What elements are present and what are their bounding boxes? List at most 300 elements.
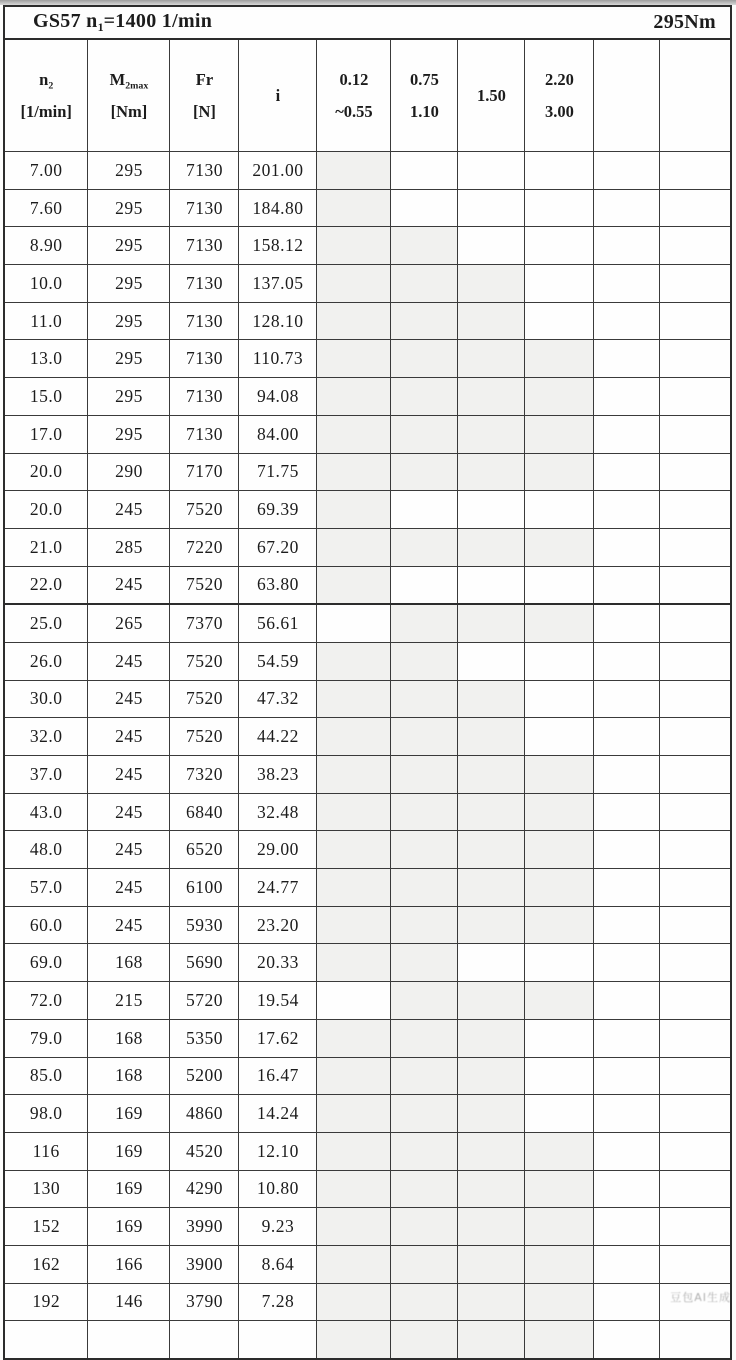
rating-cell-shaded bbox=[391, 415, 458, 453]
table-row bbox=[4, 1245, 731, 1283]
rating-cell-empty bbox=[660, 1132, 731, 1170]
table-row bbox=[4, 1283, 731, 1321]
cell-i: 56.61 bbox=[239, 604, 317, 642]
rating-cell-shaded bbox=[391, 869, 458, 907]
cell-n2: 26.0 bbox=[4, 642, 88, 680]
cell-fr: 7130 bbox=[170, 152, 239, 190]
rating-cell-empty bbox=[594, 1170, 660, 1208]
cell-i: 110.73 bbox=[239, 340, 317, 378]
rating-cell-shaded bbox=[317, 1170, 391, 1208]
rating-cell-shaded bbox=[317, 378, 391, 416]
rating-cell-shaded bbox=[458, 831, 525, 869]
rating-cell-empty bbox=[458, 152, 525, 190]
rating-cell-shaded bbox=[525, 793, 594, 831]
rating-cell-shaded bbox=[391, 1245, 458, 1283]
cell-i: 10.80 bbox=[239, 1170, 317, 1208]
cell-i: 67.20 bbox=[239, 528, 317, 566]
rating-cell-shaded bbox=[458, 982, 525, 1020]
column-header-p4: 2.20 3.00 bbox=[525, 39, 594, 152]
cell-m: 295 bbox=[88, 302, 170, 340]
rating-cell-empty bbox=[525, 189, 594, 227]
rating-cell-shaded bbox=[458, 1019, 525, 1057]
rating-cell-shaded bbox=[391, 265, 458, 303]
rating-cell-empty bbox=[594, 793, 660, 831]
table-row bbox=[4, 1170, 731, 1208]
cell-m: 168 bbox=[88, 1019, 170, 1057]
rating-cell-shaded bbox=[525, 831, 594, 869]
cell-n2 bbox=[4, 1321, 88, 1359]
rating-cell-empty bbox=[660, 491, 731, 529]
rating-cell-shaded bbox=[317, 1321, 391, 1359]
cell-i bbox=[239, 1321, 317, 1359]
rating-cell-shaded bbox=[317, 1095, 391, 1133]
cell-m: 295 bbox=[88, 152, 170, 190]
cell-n2: 162 bbox=[4, 1245, 88, 1283]
cell-i: 7.28 bbox=[239, 1283, 317, 1321]
rating-cell-shaded bbox=[391, 1057, 458, 1095]
cell-n2: 48.0 bbox=[4, 831, 88, 869]
rating-cell-shaded bbox=[317, 793, 391, 831]
cell-fr: 6840 bbox=[170, 793, 239, 831]
cell-fr: 7520 bbox=[170, 718, 239, 756]
rating-cell-shaded bbox=[317, 1208, 391, 1246]
header-row bbox=[4, 39, 731, 152]
table-row bbox=[4, 869, 731, 907]
cell-n2: 20.0 bbox=[4, 491, 88, 529]
rating-cell-shaded bbox=[317, 566, 391, 604]
cell-i: 19.54 bbox=[239, 982, 317, 1020]
rating-cell-empty bbox=[660, 1245, 731, 1283]
cell-m: 168 bbox=[88, 1057, 170, 1095]
rating-cell-empty bbox=[525, 491, 594, 529]
rating-cell-shaded bbox=[317, 189, 391, 227]
column-header-p3: 1.50 bbox=[458, 39, 525, 152]
rating-cell-shaded bbox=[525, 1283, 594, 1321]
column-header-n2: $n_2$ [1/min] bbox=[4, 39, 88, 152]
rating-cell-empty bbox=[660, 1321, 731, 1359]
rating-cell-empty bbox=[525, 1057, 594, 1095]
cell-n2: 17.0 bbox=[4, 415, 88, 453]
rating-cell-shaded bbox=[458, 1321, 525, 1359]
cell-m: 295 bbox=[88, 189, 170, 227]
rating-cell-empty bbox=[594, 1208, 660, 1246]
table-row bbox=[4, 227, 731, 265]
cell-n2: 21.0 bbox=[4, 528, 88, 566]
rating-cell-empty bbox=[660, 302, 731, 340]
cell-m: 166 bbox=[88, 1245, 170, 1283]
cell-i: 32.48 bbox=[239, 793, 317, 831]
rating-cell-empty bbox=[660, 152, 731, 190]
cell-fr: 5930 bbox=[170, 906, 239, 944]
cell-fr: 6520 bbox=[170, 831, 239, 869]
cell-m: 169 bbox=[88, 1170, 170, 1208]
rating-cell-shaded bbox=[391, 756, 458, 794]
rating-cell-empty bbox=[391, 152, 458, 190]
cell-fr: 5690 bbox=[170, 944, 239, 982]
rating-cell-shaded bbox=[525, 1208, 594, 1246]
rating-cell-empty bbox=[594, 642, 660, 680]
rating-cell-empty bbox=[458, 189, 525, 227]
cell-i: 158.12 bbox=[239, 227, 317, 265]
cell-m: 215 bbox=[88, 982, 170, 1020]
cell-n2: 98.0 bbox=[4, 1095, 88, 1133]
rating-cell-empty bbox=[594, 302, 660, 340]
rating-cell-shaded bbox=[458, 453, 525, 491]
cell-fr: 3990 bbox=[170, 1208, 239, 1246]
rating-cell-shaded bbox=[391, 604, 458, 642]
rating-cell-shaded bbox=[317, 491, 391, 529]
column-header-i: i bbox=[239, 39, 317, 152]
rating-cell-shaded bbox=[391, 378, 458, 416]
rating-cell-empty bbox=[594, 1132, 660, 1170]
cell-i: 47.32 bbox=[239, 680, 317, 718]
rating-cell-empty bbox=[660, 604, 731, 642]
table-row bbox=[4, 982, 731, 1020]
rating-cell-shaded bbox=[391, 1170, 458, 1208]
rating-cell-empty bbox=[594, 227, 660, 265]
rating-cell-shaded bbox=[391, 680, 458, 718]
table-row bbox=[4, 566, 731, 604]
rating-cell-shaded bbox=[525, 1132, 594, 1170]
table-row bbox=[4, 680, 731, 718]
table-row bbox=[4, 528, 731, 566]
rating-cell-shaded bbox=[317, 1245, 391, 1283]
table-row bbox=[4, 756, 731, 794]
cell-fr: 7520 bbox=[170, 566, 239, 604]
cell-m: 285 bbox=[88, 528, 170, 566]
rating-cell-empty bbox=[594, 680, 660, 718]
cell-i: 54.59 bbox=[239, 642, 317, 680]
cell-m: 168 bbox=[88, 944, 170, 982]
rating-cell-shaded bbox=[458, 1245, 525, 1283]
rating-cell-shaded bbox=[391, 1095, 458, 1133]
rating-cell-empty bbox=[660, 1057, 731, 1095]
cell-i: 24.77 bbox=[239, 869, 317, 907]
cell-fr: 3900 bbox=[170, 1245, 239, 1283]
cell-m: 245 bbox=[88, 680, 170, 718]
cell-n2: 69.0 bbox=[4, 944, 88, 982]
rating-cell-shaded bbox=[458, 756, 525, 794]
rating-cell-empty bbox=[660, 566, 731, 604]
rating-cell-empty bbox=[317, 982, 391, 1020]
rating-cell-empty bbox=[525, 944, 594, 982]
table-row bbox=[4, 340, 731, 378]
cell-i: 9.23 bbox=[239, 1208, 317, 1246]
rating-cell-empty bbox=[660, 793, 731, 831]
cell-m: 245 bbox=[88, 642, 170, 680]
table-row bbox=[4, 944, 731, 982]
cell-fr: 5720 bbox=[170, 982, 239, 1020]
cell-n2: 43.0 bbox=[4, 793, 88, 831]
rating-cell-shaded bbox=[458, 1283, 525, 1321]
rating-cell-shaded bbox=[391, 793, 458, 831]
rating-cell-shaded bbox=[458, 302, 525, 340]
cell-i: 69.39 bbox=[239, 491, 317, 529]
rating-cell-shaded bbox=[391, 906, 458, 944]
rating-cell-empty bbox=[525, 642, 594, 680]
rating-cell-empty bbox=[660, 453, 731, 491]
rating-cell-empty bbox=[660, 680, 731, 718]
cell-fr: 7320 bbox=[170, 756, 239, 794]
rating-cell-empty bbox=[594, 1245, 660, 1283]
cell-n2: 25.0 bbox=[4, 604, 88, 642]
table-row bbox=[4, 378, 731, 416]
cell-i: 8.64 bbox=[239, 1245, 317, 1283]
cell-fr: 4520 bbox=[170, 1132, 239, 1170]
cell-n2: 57.0 bbox=[4, 869, 88, 907]
cell-m: 295 bbox=[88, 378, 170, 416]
rating-cell-empty bbox=[458, 491, 525, 529]
rating-cell-empty bbox=[391, 491, 458, 529]
cell-m: 245 bbox=[88, 566, 170, 604]
rating-cell-empty bbox=[594, 1321, 660, 1359]
rating-cell-shaded bbox=[525, 869, 594, 907]
rating-cell-empty bbox=[525, 302, 594, 340]
cell-fr: 7520 bbox=[170, 642, 239, 680]
rating-cell-empty bbox=[660, 528, 731, 566]
rating-cell-empty bbox=[594, 869, 660, 907]
cell-fr: 4290 bbox=[170, 1170, 239, 1208]
rating-cell-shaded bbox=[525, 528, 594, 566]
rating-cell-shaded bbox=[317, 756, 391, 794]
cell-n2: 72.0 bbox=[4, 982, 88, 1020]
rating-cell-empty bbox=[525, 227, 594, 265]
table-row bbox=[4, 1321, 731, 1359]
rating-cell-shaded bbox=[458, 1095, 525, 1133]
rating-cell-shaded bbox=[458, 906, 525, 944]
rating-cell-empty bbox=[594, 378, 660, 416]
rating-cell-shaded bbox=[317, 869, 391, 907]
cell-n2: 20.0 bbox=[4, 453, 88, 491]
torque-rating: 295Nm bbox=[653, 11, 716, 33]
rating-cell-empty bbox=[594, 1057, 660, 1095]
rating-cell-shaded bbox=[317, 152, 391, 190]
cell-m: 146 bbox=[88, 1283, 170, 1321]
rating-cell-empty bbox=[525, 1019, 594, 1057]
rating-cell-shaded bbox=[458, 265, 525, 303]
cell-fr bbox=[170, 1321, 239, 1359]
rating-cell-shaded bbox=[458, 1170, 525, 1208]
column-header-e1 bbox=[594, 39, 660, 152]
cell-i: 44.22 bbox=[239, 718, 317, 756]
rating-cell-empty bbox=[660, 718, 731, 756]
cell-fr: 7130 bbox=[170, 302, 239, 340]
rating-cell-shaded bbox=[391, 642, 458, 680]
rating-cell-empty bbox=[660, 340, 731, 378]
rating-cell-empty bbox=[660, 1095, 731, 1133]
rating-cell-empty bbox=[660, 415, 731, 453]
rating-cell-empty bbox=[594, 189, 660, 227]
rating-cell-shaded bbox=[458, 415, 525, 453]
rating-cell-shaded bbox=[525, 1170, 594, 1208]
rating-cell-empty bbox=[594, 415, 660, 453]
cell-fr: 3790 bbox=[170, 1283, 239, 1321]
cell-fr: 7130 bbox=[170, 265, 239, 303]
table-row bbox=[4, 1095, 731, 1133]
rating-cell-empty bbox=[391, 189, 458, 227]
rating-cell-empty bbox=[660, 189, 731, 227]
cell-fr: 4860 bbox=[170, 1095, 239, 1133]
cell-m: 295 bbox=[88, 415, 170, 453]
rating-cell-shaded bbox=[391, 1283, 458, 1321]
rating-cell-shaded bbox=[391, 1321, 458, 1359]
cell-n2: 37.0 bbox=[4, 756, 88, 794]
rating-cell-shaded bbox=[317, 415, 391, 453]
rating-cell-empty bbox=[458, 642, 525, 680]
rating-cell-empty bbox=[594, 1283, 660, 1321]
rating-cell-empty bbox=[594, 152, 660, 190]
cell-n2: 32.0 bbox=[4, 718, 88, 756]
column-header-p2: 0.75 1.10 bbox=[391, 39, 458, 152]
rating-cell-empty bbox=[660, 1019, 731, 1057]
table-row bbox=[4, 906, 731, 944]
rating-cell-shaded bbox=[317, 528, 391, 566]
rating-cell-empty bbox=[594, 982, 660, 1020]
cell-fr: 7370 bbox=[170, 604, 239, 642]
watermark: 豆包AI生成 bbox=[670, 1291, 731, 1304]
table-row bbox=[4, 453, 731, 491]
rating-cell-empty bbox=[594, 491, 660, 529]
rating-cell-empty bbox=[458, 566, 525, 604]
cell-fr: 7130 bbox=[170, 189, 239, 227]
cell-m: 295 bbox=[88, 265, 170, 303]
cell-fr: 7130 bbox=[170, 378, 239, 416]
rating-cell-empty bbox=[525, 265, 594, 303]
rating-cell-empty bbox=[458, 944, 525, 982]
rating-cell-shaded bbox=[458, 604, 525, 642]
rating-cell-shaded bbox=[525, 340, 594, 378]
rating-cell-shaded bbox=[391, 302, 458, 340]
rating-cell-empty bbox=[594, 340, 660, 378]
cell-m: 290 bbox=[88, 453, 170, 491]
cell-i: 71.75 bbox=[239, 453, 317, 491]
rating-cell-empty bbox=[525, 1095, 594, 1133]
cell-n2: 152 bbox=[4, 1208, 88, 1246]
cell-n2: 7.60 bbox=[4, 189, 88, 227]
cell-fr: 7170 bbox=[170, 453, 239, 491]
table-title: GS57 $n_1=1400$ 1/min bbox=[33, 9, 213, 35]
table-row bbox=[4, 1057, 731, 1095]
rating-cell-shaded bbox=[317, 831, 391, 869]
rating-cell-shaded bbox=[458, 869, 525, 907]
cell-n2: 7.00 bbox=[4, 152, 88, 190]
rating-cell-empty bbox=[594, 566, 660, 604]
rating-cell-shaded bbox=[525, 1245, 594, 1283]
cell-i: 184.80 bbox=[239, 189, 317, 227]
rating-cell-empty bbox=[525, 718, 594, 756]
cell-n2: 11.0 bbox=[4, 302, 88, 340]
rating-cell-empty bbox=[660, 982, 731, 1020]
cell-m bbox=[88, 1321, 170, 1359]
cell-i: 14.24 bbox=[239, 1095, 317, 1133]
cell-fr: 7130 bbox=[170, 227, 239, 265]
table-row bbox=[4, 642, 731, 680]
rating-cell-shaded bbox=[458, 340, 525, 378]
rating-cell-empty bbox=[660, 265, 731, 303]
rating-cell-shaded bbox=[317, 1283, 391, 1321]
cell-m: 245 bbox=[88, 756, 170, 794]
rating-cell-empty bbox=[660, 869, 731, 907]
rating-cell-empty bbox=[594, 528, 660, 566]
cell-fr: 7520 bbox=[170, 491, 239, 529]
cell-m: 295 bbox=[88, 340, 170, 378]
rating-cell-shaded bbox=[391, 227, 458, 265]
column-header-p1: 0.12 ~0.55 bbox=[317, 39, 391, 152]
gearbox-rating-table bbox=[3, 5, 732, 1360]
rating-cell-shaded bbox=[317, 718, 391, 756]
rating-cell-empty bbox=[660, 756, 731, 794]
rating-cell-empty bbox=[594, 604, 660, 642]
rating-cell-shaded bbox=[391, 1019, 458, 1057]
cell-i: 128.10 bbox=[239, 302, 317, 340]
rating-cell-shaded bbox=[317, 642, 391, 680]
rating-cell-shaded bbox=[317, 680, 391, 718]
rating-cell-shaded bbox=[458, 793, 525, 831]
table-row bbox=[4, 793, 731, 831]
table-row bbox=[4, 604, 731, 642]
table-row bbox=[4, 1019, 731, 1057]
cell-i: 63.80 bbox=[239, 566, 317, 604]
cell-m: 169 bbox=[88, 1095, 170, 1133]
rating-cell-shaded bbox=[317, 265, 391, 303]
rating-cell-shaded bbox=[458, 718, 525, 756]
table-row bbox=[4, 831, 731, 869]
rating-cell-shaded bbox=[458, 1057, 525, 1095]
rating-cell-empty bbox=[660, 642, 731, 680]
cell-i: 12.10 bbox=[239, 1132, 317, 1170]
cell-n2: 192 bbox=[4, 1283, 88, 1321]
rating-cell-shaded bbox=[525, 453, 594, 491]
cell-m: 169 bbox=[88, 1132, 170, 1170]
rating-cell-empty bbox=[660, 1170, 731, 1208]
cell-fr: 5350 bbox=[170, 1019, 239, 1057]
cell-n2: 79.0 bbox=[4, 1019, 88, 1057]
rating-cell-empty bbox=[594, 831, 660, 869]
rating-cell-empty bbox=[525, 566, 594, 604]
rating-cell-shaded bbox=[391, 453, 458, 491]
table-row bbox=[4, 265, 731, 303]
rating-cell-shaded bbox=[391, 1208, 458, 1246]
cell-i: 17.62 bbox=[239, 1019, 317, 1057]
rating-cell-shaded bbox=[391, 944, 458, 982]
rating-cell-empty bbox=[594, 906, 660, 944]
rating-cell-shaded bbox=[458, 1132, 525, 1170]
rating-cell-shaded bbox=[458, 528, 525, 566]
cell-n2: 10.0 bbox=[4, 265, 88, 303]
cell-fr: 7520 bbox=[170, 680, 239, 718]
rating-cell-empty bbox=[594, 1095, 660, 1133]
rating-cell-empty bbox=[458, 227, 525, 265]
cell-m: 265 bbox=[88, 604, 170, 642]
cell-m: 245 bbox=[88, 869, 170, 907]
rating-cell-empty bbox=[660, 944, 731, 982]
rating-cell-empty bbox=[594, 453, 660, 491]
rating-cell-shaded bbox=[317, 944, 391, 982]
rating-cell-shaded bbox=[317, 1057, 391, 1095]
cell-m: 245 bbox=[88, 718, 170, 756]
rating-cell-empty bbox=[594, 944, 660, 982]
rating-cell-empty bbox=[660, 831, 731, 869]
cell-i: 29.00 bbox=[239, 831, 317, 869]
rating-cell-empty bbox=[317, 604, 391, 642]
rating-cell-shaded bbox=[525, 982, 594, 1020]
cell-fr: 5200 bbox=[170, 1057, 239, 1095]
rating-cell-shaded bbox=[391, 340, 458, 378]
cell-i: 94.08 bbox=[239, 378, 317, 416]
cell-n2: 30.0 bbox=[4, 680, 88, 718]
cell-n2: 130 bbox=[4, 1170, 88, 1208]
rating-cell-empty bbox=[594, 265, 660, 303]
